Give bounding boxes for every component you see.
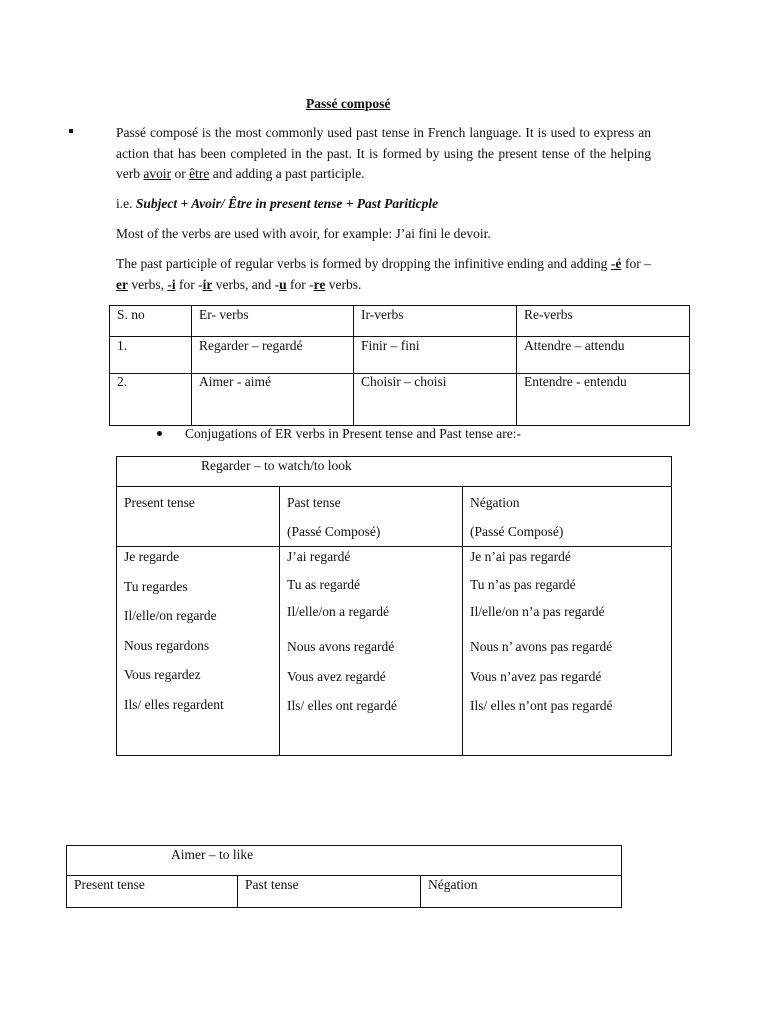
list-item: Ils/ elles ont regardé <box>287 698 397 713</box>
table-header-cell <box>463 487 672 547</box>
past-column <box>280 547 463 756</box>
table-header-cell: Present tense <box>67 876 238 908</box>
page-title: Passé composé <box>306 96 391 111</box>
list-item: Vous avez regardé <box>287 668 386 684</box>
negation-column <box>463 547 672 756</box>
negation-header: Négation <box>470 495 520 510</box>
present-column <box>117 547 280 756</box>
table-cell: 1. <box>110 337 192 374</box>
rule-text: for - <box>175 276 203 292</box>
ending-re: re <box>313 276 326 292</box>
table-title-row <box>117 457 672 487</box>
avoir-note: Most of the verbs are used with avoir, for example: J’ai fini le devoir. <box>116 226 491 241</box>
table-header-row <box>67 876 622 908</box>
table-title-row <box>67 846 622 876</box>
list-item: Il/elle/on regarde <box>124 608 217 623</box>
rule-text: verbs. <box>325 276 362 292</box>
list-item: Ils/ elles n’ont pas regardé <box>470 698 613 713</box>
formula-line <box>116 194 651 215</box>
ending-ir: ir <box>202 276 213 292</box>
rule-text: verbs, and - <box>212 276 280 292</box>
list-item: Il/elle/on a regardé <box>287 604 389 619</box>
table-header-cell: S. no <box>110 306 192 337</box>
regarder-heading: Regarder – to watch/to look <box>201 458 352 473</box>
list-item: Nous n’ avons pas regardé <box>470 639 613 654</box>
list-item: Je n’ai pas regardé <box>470 549 571 564</box>
list-item: Vous n’avez pas regardé <box>470 668 602 684</box>
list-item: Nous regardons <box>124 637 210 653</box>
table-header-cell: Re-verbs <box>517 306 690 337</box>
present-tense-header: Present tense <box>124 495 195 510</box>
list-item: Tu n’as pas regardé <box>470 576 576 592</box>
list-item: J’ai regardé <box>287 549 351 564</box>
table-row <box>110 337 690 374</box>
ending-er: er <box>116 276 128 292</box>
aimer-heading: Aimer – to like <box>171 847 254 862</box>
table-cell: Regarder – regardé <box>192 337 354 374</box>
table-header-cell: Ir-verbs <box>354 306 517 337</box>
past-tense-subheader: (Passé Composé) <box>287 524 381 539</box>
table-header-cell: Er- verbs <box>192 306 354 337</box>
verb-examples-table <box>109 305 690 426</box>
table-cell: Finir – fini <box>354 337 517 374</box>
table-header-cell <box>117 487 280 547</box>
intro-or: or <box>171 166 190 181</box>
table-title-cell <box>67 846 622 876</box>
table-cell: Attendre – attendu <box>517 337 690 374</box>
table-title-cell <box>117 457 672 487</box>
formula-text: Subject + Avoir/ Être in present tense + Past Pariticple <box>135 196 439 211</box>
list-item: Ils/ elles regardent <box>124 696 224 712</box>
intro-text-end: and adding a past participle. <box>209 166 365 181</box>
intro-text: Passé composé is the most commonly used past tense in French language. It is used to express an action that has been completed in the past. It is formed by using the present tense of the helping verb <box>116 125 651 181</box>
avoir-word: avoir <box>143 166 172 181</box>
table-header-row <box>110 306 690 337</box>
rule-text: for - <box>286 276 314 292</box>
table-cell: Aimer - aimé <box>192 374 354 426</box>
rule-text: for – <box>621 256 651 271</box>
ending-e: -é <box>610 256 622 271</box>
table-header-cell: Past tense <box>238 876 421 908</box>
list-item: Je regarde <box>124 549 180 564</box>
table-header-cell <box>280 487 463 547</box>
list-item: Tu as regardé <box>287 576 360 592</box>
table-cell: Entendre - entendu <box>517 374 690 426</box>
table-cell: Choisir – choisi <box>354 374 517 426</box>
regarder-conjugation-table <box>116 456 672 756</box>
intro-paragraph <box>116 123 651 185</box>
etre-word: être <box>189 166 210 181</box>
ending-u: u <box>279 276 287 292</box>
ie-prefix: i.e. <box>116 196 136 211</box>
aimer-conjugation-table <box>66 845 622 908</box>
ending-i: -i <box>167 276 176 292</box>
negation-subheader: (Passé Composé) <box>470 524 564 539</box>
list-item: Tu regardes <box>124 578 188 594</box>
list-item: Nous avons regardé <box>287 639 395 654</box>
table-cell: 2. <box>110 374 192 426</box>
square-bullet-icon <box>69 129 73 133</box>
participle-rule <box>116 254 651 295</box>
past-tense-header: Past tense <box>287 495 341 510</box>
list-item: Il/elle/on n’a pas regardé <box>470 604 605 619</box>
table-row <box>110 374 690 426</box>
round-bullet-icon <box>157 431 162 436</box>
rule-text: The past participle of regular verbs is formed by dropping the infinitive ending and adding <box>116 256 611 271</box>
rule-text: verbs, <box>127 276 168 292</box>
table-header-cell: Négation <box>421 876 622 908</box>
table-header-row <box>117 487 672 547</box>
list-item: Vous regardez <box>124 667 201 682</box>
table-row <box>117 547 672 756</box>
conjugation-intro: Conjugations of ER verbs in Present tense and Past tense are:- <box>185 426 521 441</box>
